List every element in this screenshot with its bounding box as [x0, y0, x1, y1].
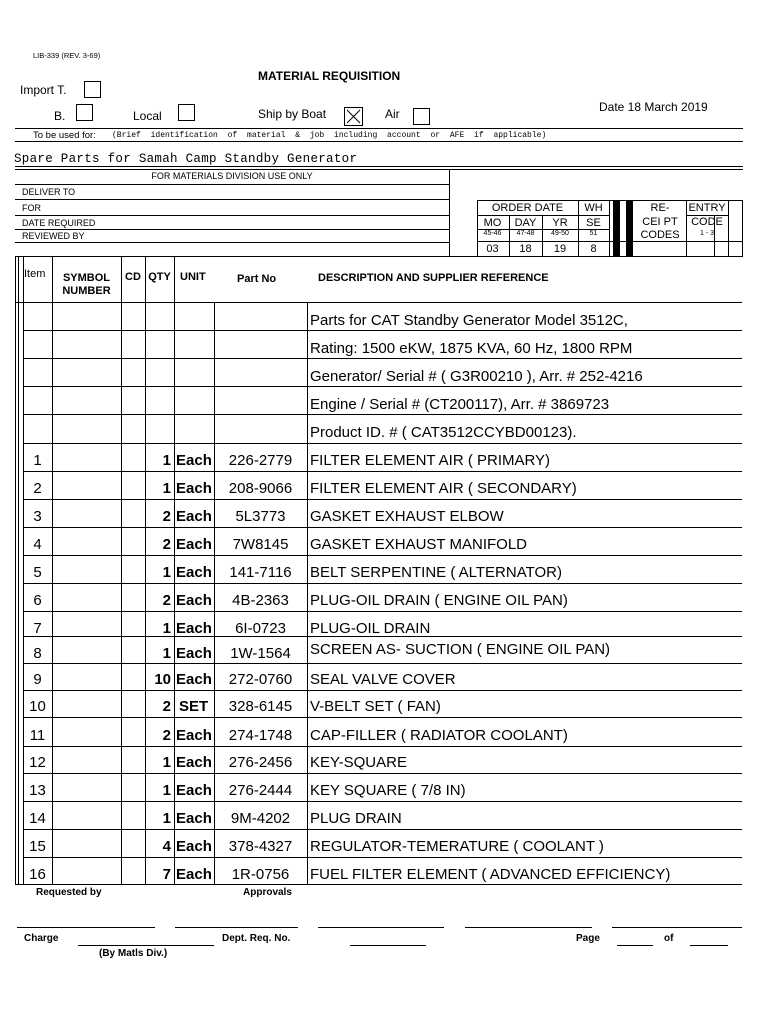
row-part-no: 378-4327	[228, 838, 293, 855]
day-value[interactable]: 18	[519, 243, 532, 255]
entry-line-2: CODE	[691, 216, 723, 228]
row-item: 5	[33, 564, 42, 581]
day-label: DAY	[514, 217, 537, 229]
row-unit: Each	[176, 536, 212, 553]
row-unit: Each	[176, 782, 212, 799]
row-part-no: 226-2779	[228, 452, 293, 469]
intro-line-3: Generator/ Serial # ( G3R00210 ), Arr. # 252-4216	[310, 368, 643, 385]
row-item: 1	[33, 452, 42, 469]
col-symbol: SYMBOL	[62, 272, 111, 284]
dept-req-no-label: Dept. Req. No.	[222, 933, 291, 944]
col-part-no: Part No	[237, 273, 277, 285]
row-part-no: 4B-2363	[232, 592, 289, 609]
row-description: CAP-FILLER ( RADIATOR COOLANT)	[310, 727, 568, 744]
to-be-used-value[interactable]: Spare Parts for Samah Camp Standby Generator	[14, 152, 358, 166]
intro-line-1: Parts for CAT Standby Generator Model 3512C,	[310, 312, 628, 329]
row-description: REGULATOR-TEMERATURE ( COOLANT )	[310, 838, 604, 855]
form-id: LIB-339 (REV. 3-69)	[33, 51, 101, 60]
signature-line-approval-3[interactable]	[465, 927, 592, 928]
date-required-label: DATE REQUIRED	[22, 218, 96, 228]
by-matls-div-label: (By Matls Div.)	[99, 948, 168, 959]
col-item: Item	[24, 268, 46, 280]
row-item: 2	[33, 480, 42, 497]
row-qty: 1	[162, 810, 171, 827]
intro-line-2: Rating: 1500 eKW, 1875 KVA, 60 Hz, 1800 RPM	[310, 340, 633, 357]
yr-value[interactable]: 19	[553, 243, 567, 255]
row-description: KEY-SQUARE	[310, 754, 407, 771]
mo-label: MO	[483, 217, 502, 229]
yr-label: YR	[552, 217, 568, 229]
approvals-label: Approvals	[243, 887, 292, 898]
air-label: Air	[385, 107, 400, 121]
row-qty: 2	[162, 698, 171, 715]
row-description: GASKET EXHAUST MANIFOLD	[310, 536, 527, 553]
receipt-line-1: RE-	[650, 202, 670, 214]
row-qty: 2	[162, 536, 171, 553]
row-unit: Each	[176, 810, 212, 827]
row-unit: Each	[176, 838, 212, 855]
row-item: 10	[29, 698, 46, 715]
intro-line-5: Product ID. # ( CAT3512CCYBD00123).	[310, 424, 577, 441]
row-description: PLUG-OIL DRAIN	[310, 620, 431, 637]
local-label: Local	[133, 109, 162, 123]
row-part-no: 1W-1564	[230, 645, 291, 662]
row-unit: Each	[176, 727, 212, 744]
receipt-line-2: CEI PT	[642, 216, 678, 228]
row-qty: 1	[162, 782, 171, 799]
col-unit: UNIT	[180, 271, 206, 283]
row-unit: Each	[176, 620, 212, 637]
reviewed-by-label: REVIEWED BY	[22, 231, 85, 241]
air-checkbox[interactable]	[413, 108, 430, 125]
day-code: 47-48	[516, 230, 535, 237]
row-qty: 1	[162, 620, 171, 637]
row-part-no: 7W8145	[232, 536, 289, 553]
page-field[interactable]	[617, 945, 653, 946]
signature-line-approval-4[interactable]	[612, 927, 742, 928]
row-unit: Each	[176, 671, 212, 688]
date: Date 18 March 2019	[599, 100, 708, 114]
row-unit: Each	[176, 645, 212, 662]
se-code: 51	[589, 230, 598, 237]
row-item: 9	[33, 671, 42, 688]
row-description: GASKET EXHAUST ELBOW	[310, 508, 504, 525]
row-item: 12	[29, 754, 46, 771]
checkmark-x-icon	[345, 108, 362, 125]
import-checkbox[interactable]	[84, 81, 101, 98]
page-of-field[interactable]	[690, 945, 728, 946]
intro-line-4: Engine / Serial # (CT200117), Arr. # 3869723	[310, 396, 610, 413]
of-label: of	[664, 933, 674, 944]
wh-label: WH	[584, 202, 603, 214]
row-qty: 10	[154, 671, 171, 688]
row-unit: Each	[176, 508, 212, 525]
row-qty: 2	[162, 727, 171, 744]
requested-by-label: Requested by	[36, 887, 102, 898]
row-item: 15	[29, 838, 46, 855]
row-unit: Each	[176, 480, 212, 497]
to-be-used-label: To be used for:	[33, 130, 96, 141]
mo-value[interactable]: 03	[486, 243, 499, 255]
row-qty: 7	[162, 866, 171, 883]
row-part-no: 1R-0756	[231, 866, 290, 883]
entry-code: 1 - 3	[699, 230, 714, 237]
ship-by-boat-label: Ship by Boat	[258, 107, 327, 121]
row-part-no: 141-7116	[229, 564, 292, 581]
signature-line-requested[interactable]	[17, 927, 155, 928]
row-part-no: 208-9066	[228, 480, 293, 497]
row-item: 4	[33, 536, 42, 553]
mo-code: 45-46	[483, 230, 502, 237]
signature-line-approval-2[interactable]	[318, 927, 444, 928]
dept-req-no-field[interactable]	[350, 945, 426, 946]
col-qty: QTY	[148, 271, 171, 283]
row-description: KEY SQUARE ( 7/8 IN)	[310, 782, 466, 799]
row-qty: 1	[162, 564, 171, 581]
col-number: NUMBER	[62, 285, 111, 297]
row-description: FILTER ELEMENT AIR ( SECONDARY)	[310, 480, 577, 497]
row-item: 6	[33, 592, 42, 609]
se-value[interactable]: 8	[590, 243, 597, 255]
row-unit: Each	[176, 866, 212, 883]
row-item: 3	[33, 508, 42, 525]
row-item: 13	[29, 782, 46, 799]
row-qty: 4	[162, 838, 171, 855]
page-title: MATERIAL REQUISITION	[258, 69, 401, 83]
col-description: DESCRIPTION AND SUPPLIER REFERENCE	[318, 272, 549, 284]
row-qty: 1	[162, 480, 171, 497]
row-description: PLUG DRAIN	[310, 810, 402, 827]
row-part-no: 9M-4202	[230, 810, 291, 827]
materials-division-title: FOR MATERIALS DIVISION USE ONLY	[151, 171, 313, 181]
row-qty: 2	[162, 508, 171, 525]
for-label: FOR	[22, 203, 41, 213]
row-unit: SET	[179, 698, 209, 715]
row-item: 16	[29, 866, 46, 883]
row-item: 11	[29, 727, 46, 744]
row-description: FUEL FILTER ELEMENT ( ADVANCED EFFICIENCY)	[310, 866, 671, 883]
row-description: PLUG-OIL DRAIN ( ENGINE OIL PAN)	[310, 592, 568, 609]
row-part-no: 276-2444	[228, 782, 293, 799]
row-item: 8	[33, 645, 42, 662]
row-description: BELT SERPENTINE ( ALTERNATOR)	[310, 564, 562, 581]
row-part-no: 6I-0723	[235, 620, 286, 637]
row-description: SCREEN AS- SUCTION ( ENGINE OIL PAN)	[310, 641, 611, 658]
to-be-used-hint: (Brief identification of material & job including account or AFE if applicable)	[112, 131, 547, 140]
row-part-no: 274-1748	[228, 727, 293, 744]
receipt-line-3: CODES	[640, 229, 680, 241]
entry-line-1: ENTRY	[688, 202, 726, 214]
row-qty: 1	[162, 645, 171, 662]
se-label: SE	[586, 217, 601, 229]
row-part-no: 5L3773	[235, 508, 286, 525]
order-date-title: ORDER DATE	[491, 202, 564, 214]
row-unit: Each	[176, 452, 212, 469]
row-item: 7	[33, 620, 42, 637]
local-checkbox[interactable]	[178, 104, 195, 121]
page-label: Page	[576, 933, 600, 944]
b-checkbox[interactable]	[76, 104, 93, 121]
row-item: 14	[29, 810, 46, 827]
row-qty: 1	[162, 754, 171, 771]
b-label: B.	[54, 109, 66, 123]
row-description: FILTER ELEMENT AIR ( PRIMARY)	[310, 452, 551, 469]
deliver-to-label: DELIVER TO	[22, 187, 76, 197]
import-label: Import T.	[20, 83, 67, 97]
row-qty: 2	[162, 592, 171, 609]
row-part-no: 276-2456	[228, 754, 293, 771]
row-part-no: 272-0760	[228, 671, 293, 688]
row-unit: Each	[176, 592, 212, 609]
charge-field[interactable]	[78, 945, 214, 946]
row-qty: 1	[162, 452, 171, 469]
row-description: V-BELT SET ( FAN)	[310, 698, 441, 715]
row-description: SEAL VALVE COVER	[310, 671, 456, 688]
yr-code: 49-50	[551, 230, 569, 237]
row-unit: Each	[176, 564, 212, 581]
signature-line-approval-1[interactable]	[175, 927, 298, 928]
col-cd: CD	[125, 271, 141, 283]
ship-by-boat-checkbox[interactable]	[344, 107, 363, 126]
row-part-no: 328-6145	[228, 698, 293, 715]
row-unit: Each	[176, 754, 212, 771]
charge-label: Charge	[24, 933, 59, 944]
